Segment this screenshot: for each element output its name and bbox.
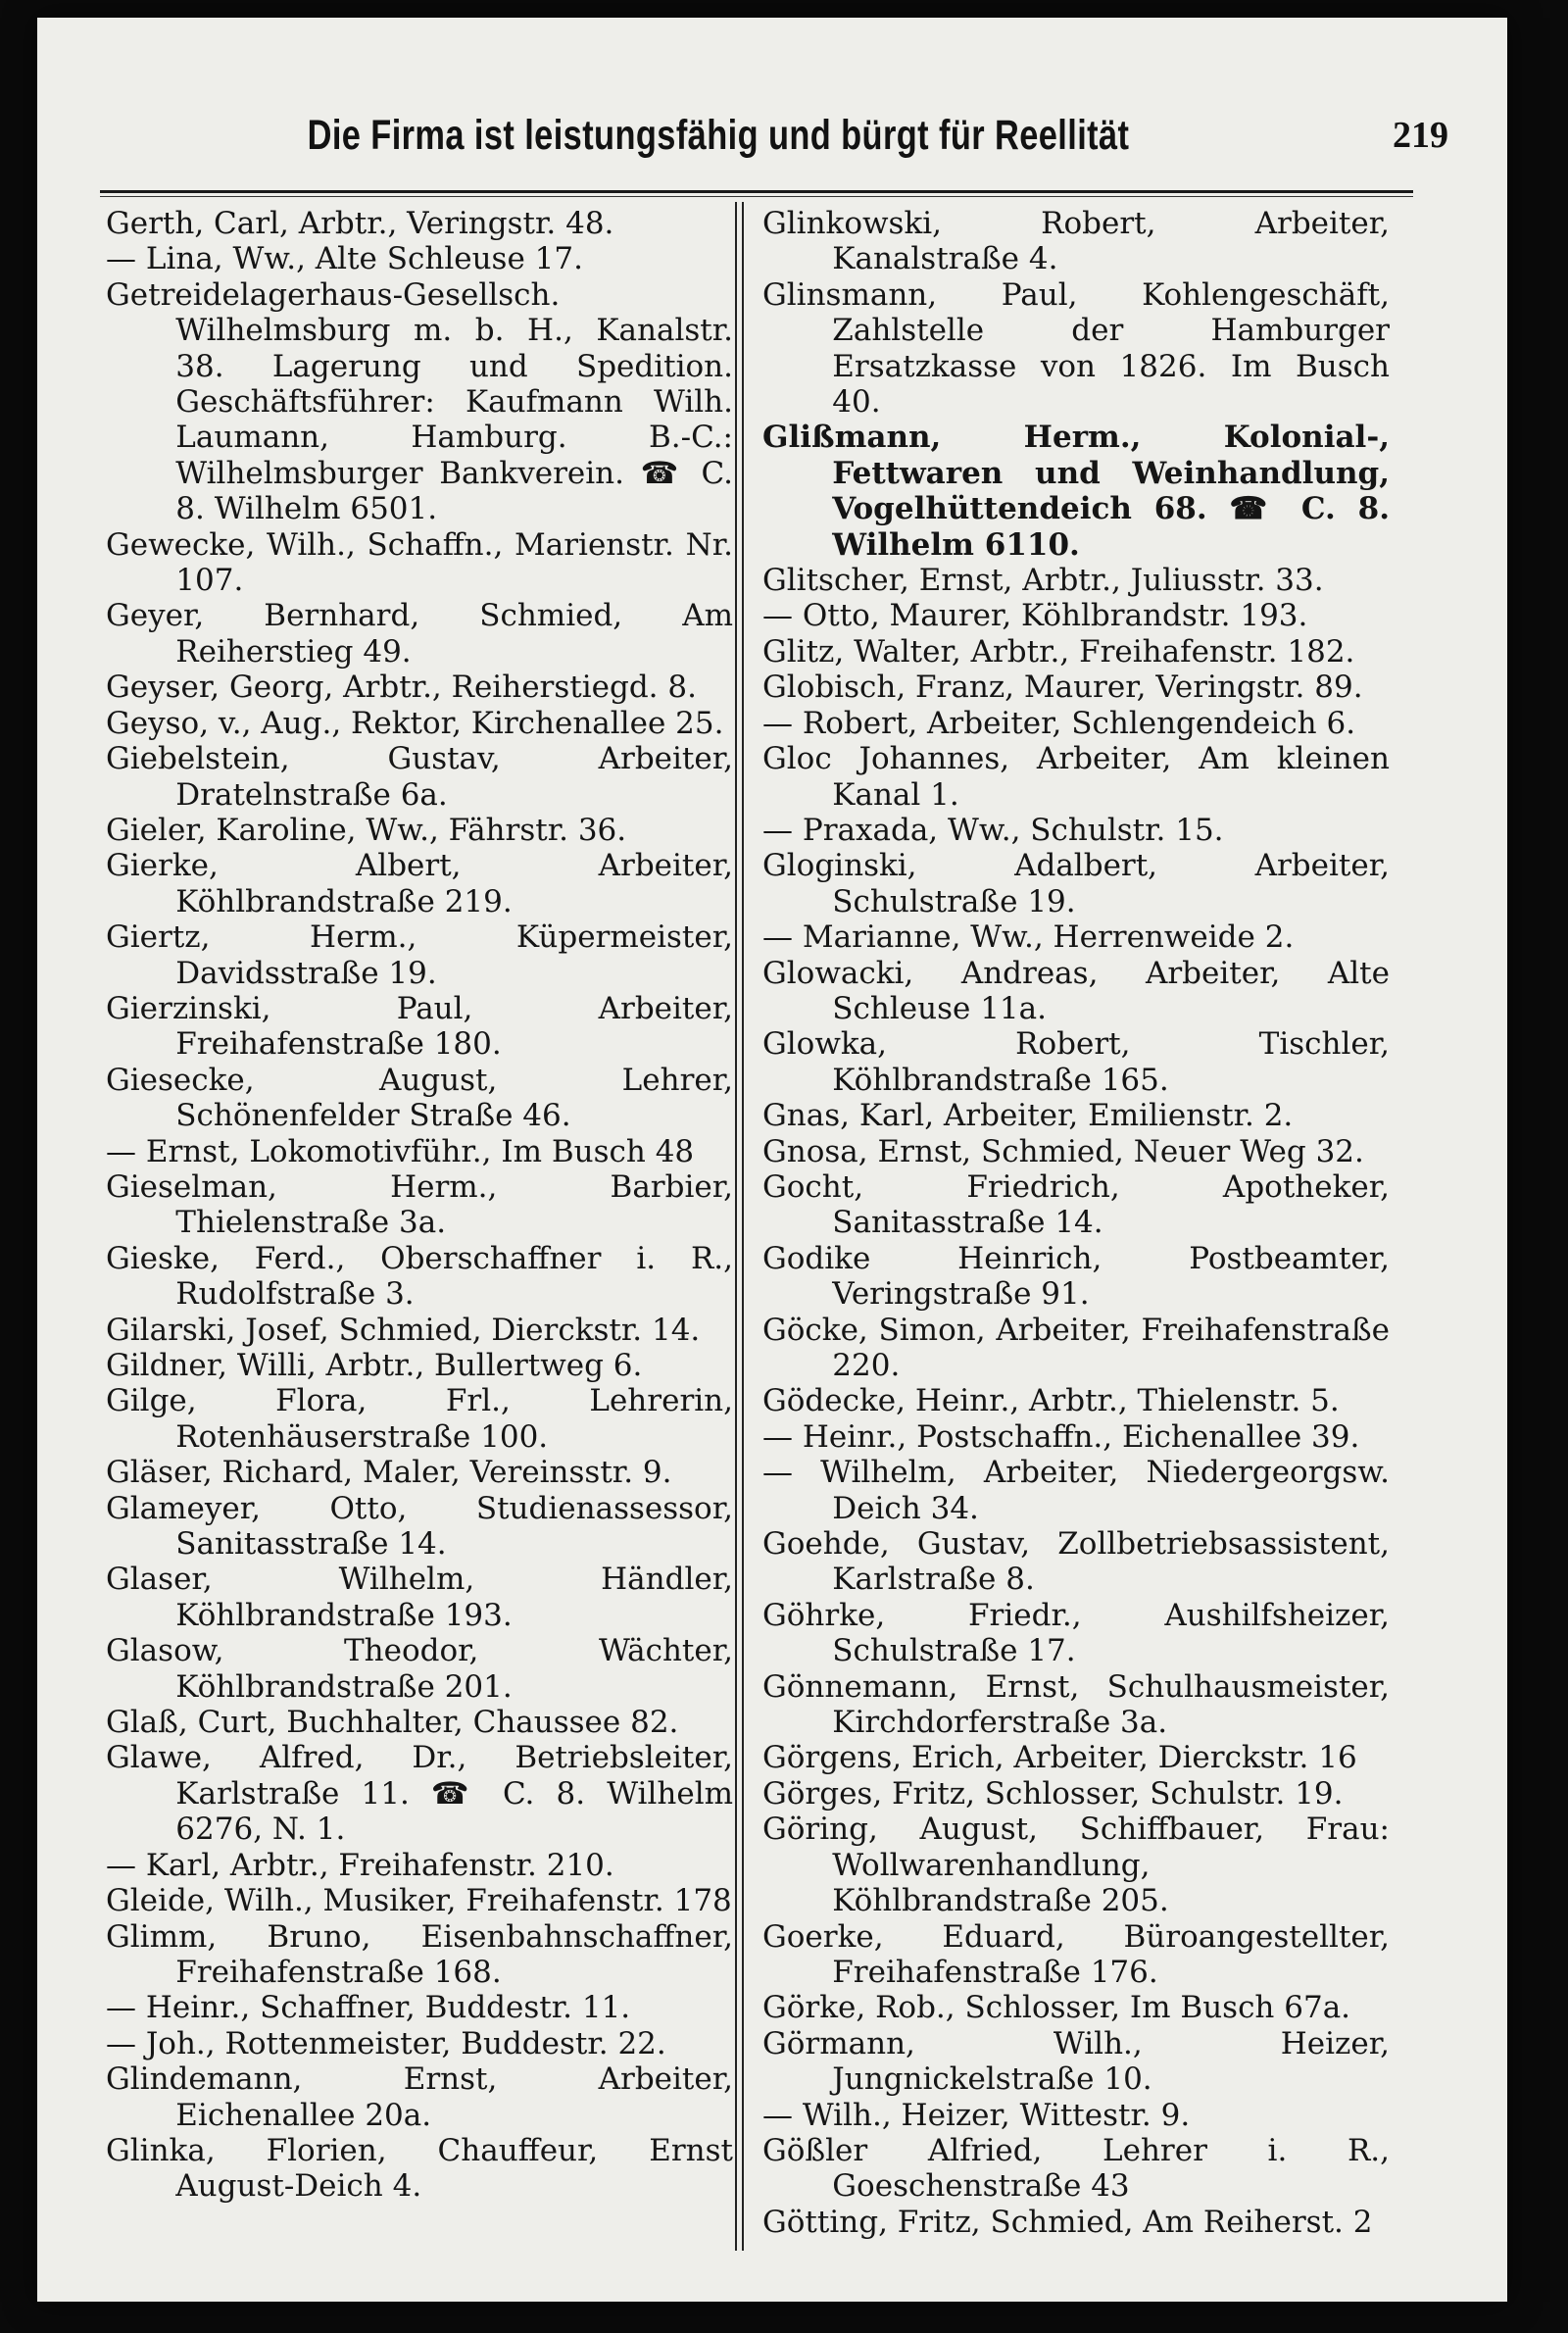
directory-entry: Gönnemann, Ernst, Schulhausmeister, Kirchdorferstraße 3a. (762, 1668, 1390, 1741)
directory-entry: Görgens, Erich, Arbeiter, Dierckstr. 16 (762, 1740, 1357, 1776)
directory-entry: Glowacki, Andreas, Arbeiter, Alte Schleuse 11a. (762, 955, 1390, 1026)
directory-entry: Glameyer, Otto, Studienassessor, Sanitasstraße 14. (106, 1490, 733, 1563)
page-header (37, 112, 1507, 180)
directory-entry: Gnas, Karl, Arbeiter, Emilienstr. 2. (762, 1098, 1294, 1134)
directory-page (37, 18, 1507, 2302)
directory-entry: — Heinr., Postschaffn., Eichenallee 39. (762, 1418, 1360, 1455)
directory-entry: Gläser, Richard, Maler, Vereinsstr. 9. (106, 1455, 672, 1491)
directory-entry: Geyso, v., Aug., Rektor, Kirchenallee 25. (106, 705, 724, 741)
directory-entry: Glißmann, Herm., Kolonial-, Fettwaren und Weinhandlung, Vogelhüttendeich 68. ☎ C. 8. Wilhelm 6110. (762, 420, 1390, 563)
page-number: 219 (1393, 115, 1448, 156)
directory-entry: Gleide, Wilh., Musiker, Freihafenstr. 178 (106, 1883, 732, 1919)
right-column (762, 206, 1390, 2240)
directory-entry: Gieselman, Herm., Barbier, Thielenstraße 3a. (106, 1168, 733, 1241)
directory-entry: Götting, Fritz, Schmied, Am Reiherst. 2 (762, 2204, 1373, 2240)
directory-entry: Gewecke, Wilh., Schaffn., Marienstr. Nr. 107. (106, 526, 733, 599)
directory-entry: — Wilhelm, Arbeiter, Niedergeorgsw. Deich 34. (762, 1455, 1390, 1526)
directory-entry: Gieske, Ferd., Oberschaffner i. R., Rudolfstraße 3. (106, 1240, 733, 1313)
directory-entry: — Ernst, Lokomotivführ., Im Busch 48 (106, 1133, 695, 1169)
directory-entry: Geyer, Bernhard, Schmied, Am Reiherstieg 49. (106, 598, 733, 670)
directory-entry: Giebelstein, Gustav, Arbeiter, Dratelnstraße 6a. (106, 741, 733, 813)
directory-entry: — Praxada, Ww., Schulstr. 15. (762, 812, 1224, 848)
column-divider-second (742, 202, 744, 2251)
directory-entry: Glinkowski, Robert, Arbeiter, Kanalstraße 4. (762, 206, 1390, 277)
directory-entry: Gnosa, Ernst, Schmied, Neuer Weg 32. (762, 1133, 1364, 1169)
directory-entry: Gloginski, Adalbert, Arbeiter, Schulstraße 19. (762, 848, 1390, 919)
directory-entry: Göcke, Simon, Arbeiter, Freihafenstraße 220. (762, 1312, 1390, 1383)
directory-entry: Görmann, Wilh., Heizer, Jungnickelstraße 10. (762, 2025, 1390, 2098)
directory-entry: Glaser, Wilhelm, Händler, Köhlbrandstraße 193. (106, 1562, 733, 1633)
directory-entry: Gierzinski, Paul, Arbeiter, Freihafenstraße 180. (106, 990, 733, 1063)
directory-entry: Geyser, Georg, Arbtr., Reiherstiegd. 8. (106, 670, 697, 706)
directory-entry: — Lina, Ww., Alte Schleuse 17. (106, 241, 583, 277)
page-title: Die Firma ist leistungsfähig und bürgt für Reellität (307, 112, 1130, 159)
directory-entry: Giertz, Herm., Küpermeister, Davidsstraße 19. (106, 919, 733, 991)
directory-entry: Gilge, Flora, Frl., Lehrerin, Rotenhäuserstraße 100. (106, 1383, 733, 1455)
directory-entry: Gierke, Albert, Arbeiter, Köhlbrandstraße 219. (106, 848, 733, 919)
directory-entry: Göhrke, Friedr., Aushilfsheizer, Schulstraße 17. (762, 1597, 1390, 1669)
directory-entry: Göring, August, Schiffbauer, Frau: Wollwarenhandlung, Köhlbrandstraße 205. (762, 1812, 1390, 1919)
directory-entry: Giesecke, August, Lehrer, Schönenfelder Straße 46. (106, 1062, 733, 1134)
directory-entry: — Otto, Maurer, Köhlbrandstr. 193. (762, 598, 1308, 634)
directory-entry: — Heinr., Schaffner, Buddestr. 11. (106, 1990, 631, 2026)
header-rule-thin (100, 196, 1413, 197)
directory-entry: Gerth, Carl, Arbtr., Veringstr. 48. (106, 206, 614, 241)
header-rule (100, 190, 1413, 193)
directory-entry: Glitz, Walter, Arbtr., Freihafenstr. 182. (762, 633, 1355, 670)
directory-entry: Gloc Johannes, Arbeiter, Am kleinen Kanal 1. (762, 741, 1390, 813)
directory-entry: Glinsmann, Paul, Kohlengeschäft, Zahlstelle der Hamburger Ersatzkasse von 1826. Im Busch 40. (762, 276, 1390, 421)
directory-entry: Glinka, Florien, Chauffeur, Ernst August-Deich 4. (106, 2132, 733, 2205)
directory-entry: — Robert, Arbeiter, Schlengendeich 6. (762, 705, 1356, 741)
directory-entry: Globisch, Franz, Maurer, Veringstr. 89. (762, 670, 1363, 706)
directory-entry: — Marianne, Ww., Herrenweide 2. (762, 919, 1295, 956)
directory-entry: Glitscher, Ernst, Arbtr., Juliusstr. 33. (762, 563, 1324, 599)
directory-entry: Gildner, Willi, Arbtr., Bullertweg 6. (106, 1348, 643, 1383)
directory-entry: Godike Heinrich, Postbeamter, Veringstraße 91. (762, 1240, 1390, 1313)
directory-entry: Glasow, Theodor, Wächter, Köhlbrandstraße 201. (106, 1633, 733, 1705)
directory-entry: — Karl, Arbtr., Freihafenstr. 210. (106, 1847, 614, 1883)
directory-entry: Gödecke, Heinr., Arbtr., Thielenstr. 5. (762, 1383, 1340, 1419)
directory-entry: Goehde, Gustav, Zollbetriebsassistent, Karlstraße 8. (762, 1526, 1390, 1598)
directory-entry: Getreidelagerhaus-Gesellsch. Wilhelmsburg m. b. H., Kanalstr. 38. Lagerung und Spedition. Geschäftsführer: Kaufmann Wilh. Laumann, Hamburg. B.-C.: Wilhelmsburger Bankverein. ☎ C. 8. Wilhelm 6501. (106, 276, 733, 527)
directory-entry: Glaß, Curt, Buchhalter, Chaussee 82. (106, 1705, 679, 1741)
directory-entry: Gilarski, Josef, Schmied, Dierckstr. 14. (106, 1312, 701, 1348)
directory-entry: Glindemann, Ernst, Arbeiter, Eichenallee 20a. (106, 2061, 733, 2133)
directory-entry: Glimm, Bruno, Eisenbahnschaffner, Freihafenstraße 168. (106, 1918, 733, 1990)
directory-entry: Glowka, Robert, Tischler, Köhlbrandstraße 165. (762, 1026, 1390, 1098)
directory-entry: Goerke, Eduard, Büroangestellter, Freihafenstraße 176. (762, 1918, 1390, 1990)
column-divider (735, 202, 737, 2251)
directory-entry: Gößler Alfried, Lehrer i. R., Goeschenstraße 43 (762, 2132, 1390, 2205)
directory-entry: Görke, Rob., Schlosser, Im Busch 67a. (762, 1990, 1351, 2026)
directory-entry: Gieler, Karoline, Ww., Fährstr. 36. (106, 812, 627, 848)
directory-entry: — Joh., Rottenmeister, Buddestr. 22. (106, 2025, 666, 2061)
directory-entry: Gocht, Friedrich, Apotheker, Sanitasstraße 14. (762, 1168, 1390, 1241)
directory-entry: Glawe, Alfred, Dr., Betriebsleiter, Karlstraße 11. ☎ C. 8. Wilhelm 6276, N. 1. (106, 1740, 733, 1848)
directory-entry: Görges, Fritz, Schlosser, Schulstr. 19. (762, 1775, 1344, 1812)
directory-entry: — Wilh., Heizer, Wittestr. 9. (762, 2097, 1191, 2133)
left-column (106, 206, 733, 2205)
